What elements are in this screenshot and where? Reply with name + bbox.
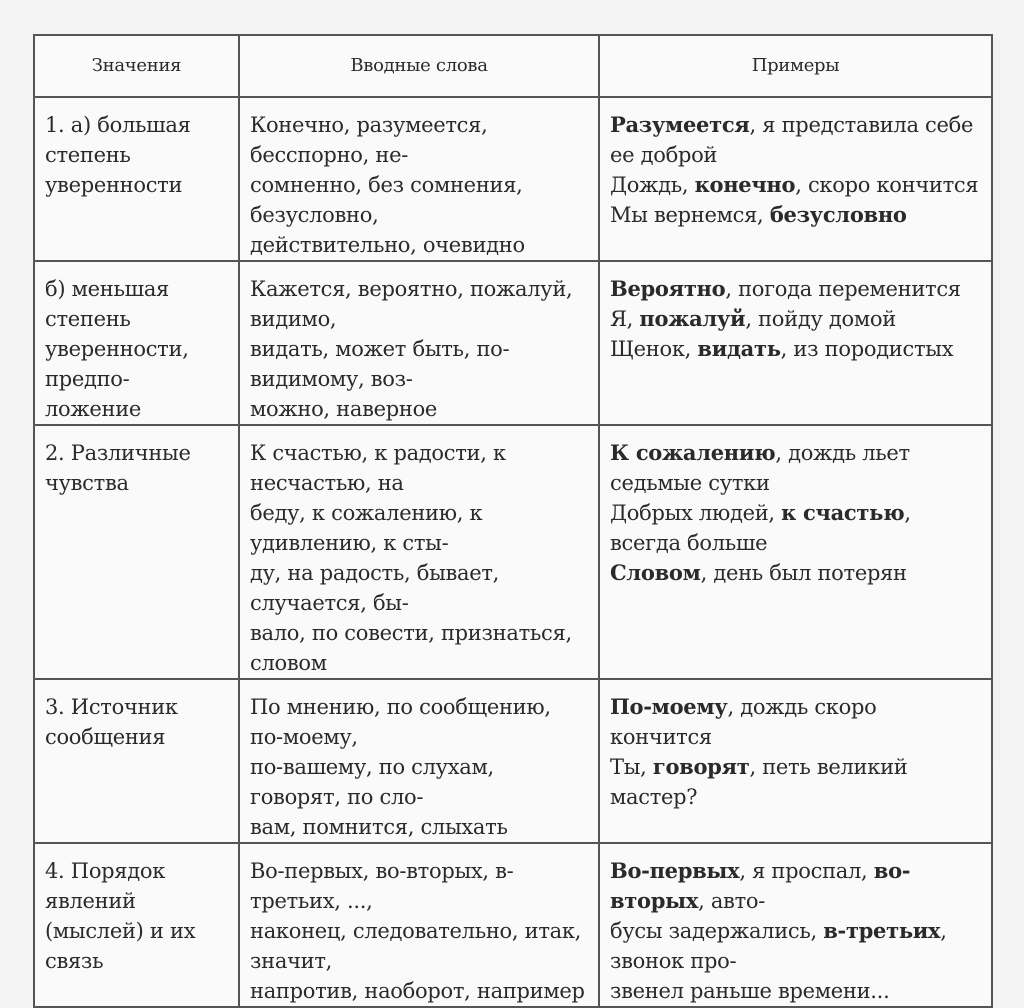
examples-cell bbox=[599, 843, 992, 1007]
examples-cell bbox=[599, 425, 992, 679]
meaning-cell bbox=[34, 679, 239, 843]
meaning-line: 1. а) большая степень bbox=[45, 113, 191, 167]
table-row bbox=[34, 97, 992, 261]
intro-words-cell bbox=[239, 843, 599, 1007]
example-intro-word: По-моему bbox=[610, 694, 728, 719]
example-line bbox=[610, 438, 981, 498]
intro-words-line: беду, к сожалению, к удивлению, к сты- bbox=[250, 501, 483, 555]
example-text: звенел раньше времени... bbox=[610, 979, 890, 1003]
example-text: Добрых людей, bbox=[610, 501, 782, 525]
meaning-cell bbox=[34, 425, 239, 679]
example-text: Мы вернемся, bbox=[610, 203, 770, 227]
example-text: , из породистых bbox=[780, 337, 954, 361]
intro-words-line: напротив, наоборот, например bbox=[250, 979, 585, 1003]
table-row bbox=[34, 425, 992, 679]
meaning-line: ложение bbox=[45, 397, 142, 421]
example-line bbox=[610, 200, 981, 230]
intro-words-line: наконец, следовательно, итак, значит, bbox=[250, 919, 582, 973]
intro-words-line: вам, помнится, слыхать bbox=[250, 815, 508, 839]
example-text: , скоро кончится bbox=[795, 173, 979, 197]
intro-words-line: Кажется, вероятно, пожалуй, видимо, bbox=[250, 277, 573, 331]
intro-words-line: вало, по совести, признаться, словом bbox=[250, 621, 572, 675]
table-header-row bbox=[34, 35, 992, 97]
meaning-line: 4. Порядок явлений bbox=[45, 859, 166, 913]
example-line bbox=[610, 274, 981, 304]
intro-words-line: сомненно, без сомнения, безусловно, bbox=[250, 173, 523, 227]
meaning-line: 3. Источник сообщения bbox=[45, 695, 178, 749]
intro-words-line: можно, наверное bbox=[250, 397, 438, 421]
table-row bbox=[34, 679, 992, 843]
example-line bbox=[610, 558, 981, 588]
intro-words-cell bbox=[239, 261, 599, 425]
example-intro-word: К сожалению bbox=[610, 440, 776, 465]
example-intro-word: конечно bbox=[694, 172, 796, 197]
intro-words-line: По мнению, по сообщению, по-моему, bbox=[250, 695, 551, 749]
example-text: , звонок про- bbox=[610, 919, 947, 973]
example-text: Щенок, bbox=[610, 337, 698, 361]
example-intro-word: в-третьих bbox=[823, 918, 941, 943]
example-text: , авто- bbox=[698, 889, 766, 913]
example-text: , дождь льет седьмые сутки bbox=[610, 441, 910, 495]
examples-cell bbox=[599, 679, 992, 843]
example-text: Дождь, bbox=[610, 173, 695, 197]
intro-words-table bbox=[33, 34, 993, 1008]
example-line bbox=[610, 856, 981, 916]
examples-cell bbox=[599, 97, 992, 261]
example-line bbox=[610, 976, 981, 1006]
example-intro-word: во-вторых bbox=[610, 858, 911, 913]
intro-words-line: Конечно, разумеется, бесспорно, не- bbox=[250, 113, 488, 167]
intro-words-line: Во-первых, во-вторых, в-третьих, ..., bbox=[250, 859, 514, 913]
example-line bbox=[610, 304, 981, 334]
example-intro-word: безусловно bbox=[769, 202, 907, 227]
meaning-cell bbox=[34, 843, 239, 1007]
meaning-line: уверенности bbox=[45, 173, 183, 197]
example-line bbox=[610, 498, 981, 558]
example-text: , пойду домой bbox=[745, 307, 896, 331]
header-intro-words: Вводные слова bbox=[239, 35, 599, 97]
meaning-cell bbox=[34, 97, 239, 261]
intro-words-line: по-вашему, по слухам, говорят, по сло- bbox=[250, 755, 494, 809]
example-intro-word: видать bbox=[697, 336, 781, 361]
example-intro-word: пожалуй bbox=[639, 306, 746, 331]
example-text: бусы задержались, bbox=[610, 919, 824, 943]
meaning-line: 2. Различные чувства bbox=[45, 441, 191, 495]
example-intro-word: Вероятно bbox=[610, 276, 726, 301]
meaning-line: уверенности, предпо- bbox=[45, 337, 189, 391]
example-line bbox=[610, 752, 981, 812]
header-examples: Примеры bbox=[599, 35, 992, 97]
example-line bbox=[610, 692, 981, 752]
intro-words-cell bbox=[239, 425, 599, 679]
table-row bbox=[34, 261, 992, 425]
intro-words-cell bbox=[239, 97, 599, 261]
example-text: , я представила себе ее доброй bbox=[610, 113, 974, 167]
example-text: , я проспал, bbox=[739, 859, 874, 883]
example-intro-word: говорят bbox=[652, 754, 750, 779]
intro-words-line: действительно, очевидно bbox=[250, 233, 525, 257]
example-intro-word: Разумеется bbox=[610, 112, 750, 137]
example-line bbox=[610, 916, 981, 976]
example-text: , погода переменится bbox=[725, 277, 961, 301]
example-intro-word: Словом bbox=[610, 560, 701, 585]
example-intro-word: к счастью bbox=[781, 500, 905, 525]
meaning-cell bbox=[34, 261, 239, 425]
meaning-line: (мыслей) и их связь bbox=[45, 919, 196, 973]
intro-words-cell bbox=[239, 679, 599, 843]
example-text: Ты, bbox=[610, 755, 653, 779]
header-meaning: Значения bbox=[34, 35, 239, 97]
example-text: , петь великий мастер? bbox=[610, 755, 908, 809]
intro-words-line: видать, может быть, по-видимому, воз- bbox=[250, 337, 510, 391]
meaning-line: б) меньшая степень bbox=[45, 277, 169, 331]
example-text: , всегда больше bbox=[610, 501, 911, 555]
example-line bbox=[610, 110, 981, 170]
examples-cell bbox=[599, 261, 992, 425]
example-text: Я, bbox=[610, 307, 640, 331]
example-line bbox=[610, 170, 981, 200]
intro-words-line: К счастью, к радости, к несчастью, на bbox=[250, 441, 506, 495]
intro-words-line: ду, на радость, бывает, случается, бы- bbox=[250, 561, 500, 615]
example-text: , день был потерян bbox=[700, 561, 907, 585]
table-row bbox=[34, 843, 992, 1007]
example-intro-word: Во-первых bbox=[610, 858, 740, 883]
example-text: , дождь скоро кончится bbox=[610, 695, 877, 749]
example-line bbox=[610, 334, 981, 364]
